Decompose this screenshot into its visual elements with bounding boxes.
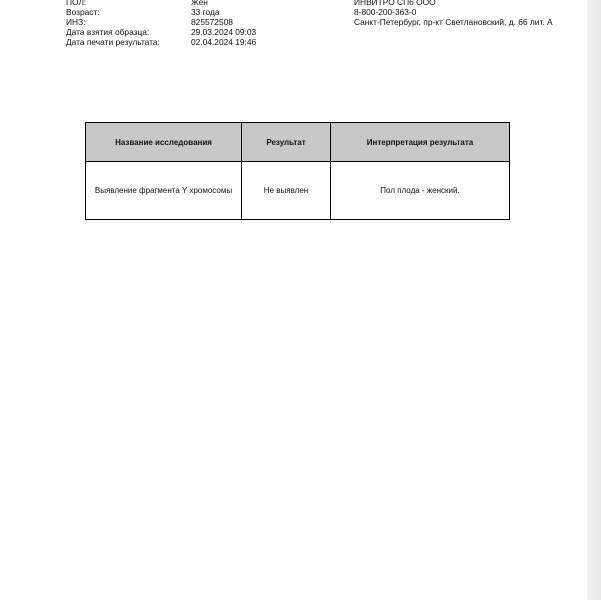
cell-test-name: Выявление фрагмента Y хромосомы bbox=[86, 162, 242, 220]
info-label: Дата печати результата: bbox=[66, 37, 160, 47]
info-row-sample-date bbox=[66, 27, 256, 37]
info-row-age bbox=[66, 7, 256, 17]
info-value: 33 года bbox=[191, 7, 220, 17]
table-header-row bbox=[86, 123, 510, 162]
info-row-print-date bbox=[66, 37, 256, 47]
info-label: Возраст: bbox=[66, 7, 100, 17]
lab-address: Санкт-Петербург, пр-кт Светлановский, д. 66 лит. А bbox=[354, 17, 553, 27]
info-row-sex bbox=[66, 0, 256, 7]
table-row bbox=[86, 162, 510, 220]
info-label: Дата взятия образца: bbox=[66, 27, 150, 37]
patient-info bbox=[66, 0, 256, 47]
info-label: ПОЛ: bbox=[66, 0, 87, 7]
info-label: ИНЗ: bbox=[66, 17, 86, 27]
info-value: 825572508 bbox=[191, 17, 233, 27]
lab-phone: 8-800-200-363-0 bbox=[354, 7, 417, 17]
lab-info bbox=[354, 0, 553, 27]
info-value: 29.03.2024 09:03 bbox=[191, 27, 257, 37]
column-header-test-name: Название исследования bbox=[86, 123, 242, 162]
column-header-interpretation: Интерпретация результата bbox=[331, 123, 510, 162]
cell-result: Не выявлен bbox=[242, 162, 331, 220]
column-header-result: Результат bbox=[242, 123, 331, 162]
lab-name: ИНВИТРО СП6 ООО bbox=[354, 0, 436, 7]
info-row-inz bbox=[66, 17, 256, 27]
info-value: Жен bbox=[191, 0, 208, 7]
info-value: 02.04.2024 19:46 bbox=[191, 37, 257, 47]
scan-edge-shadow bbox=[587, 0, 601, 600]
results-table bbox=[85, 122, 510, 220]
cell-interpretation: Пол плода - женский. bbox=[331, 162, 510, 220]
